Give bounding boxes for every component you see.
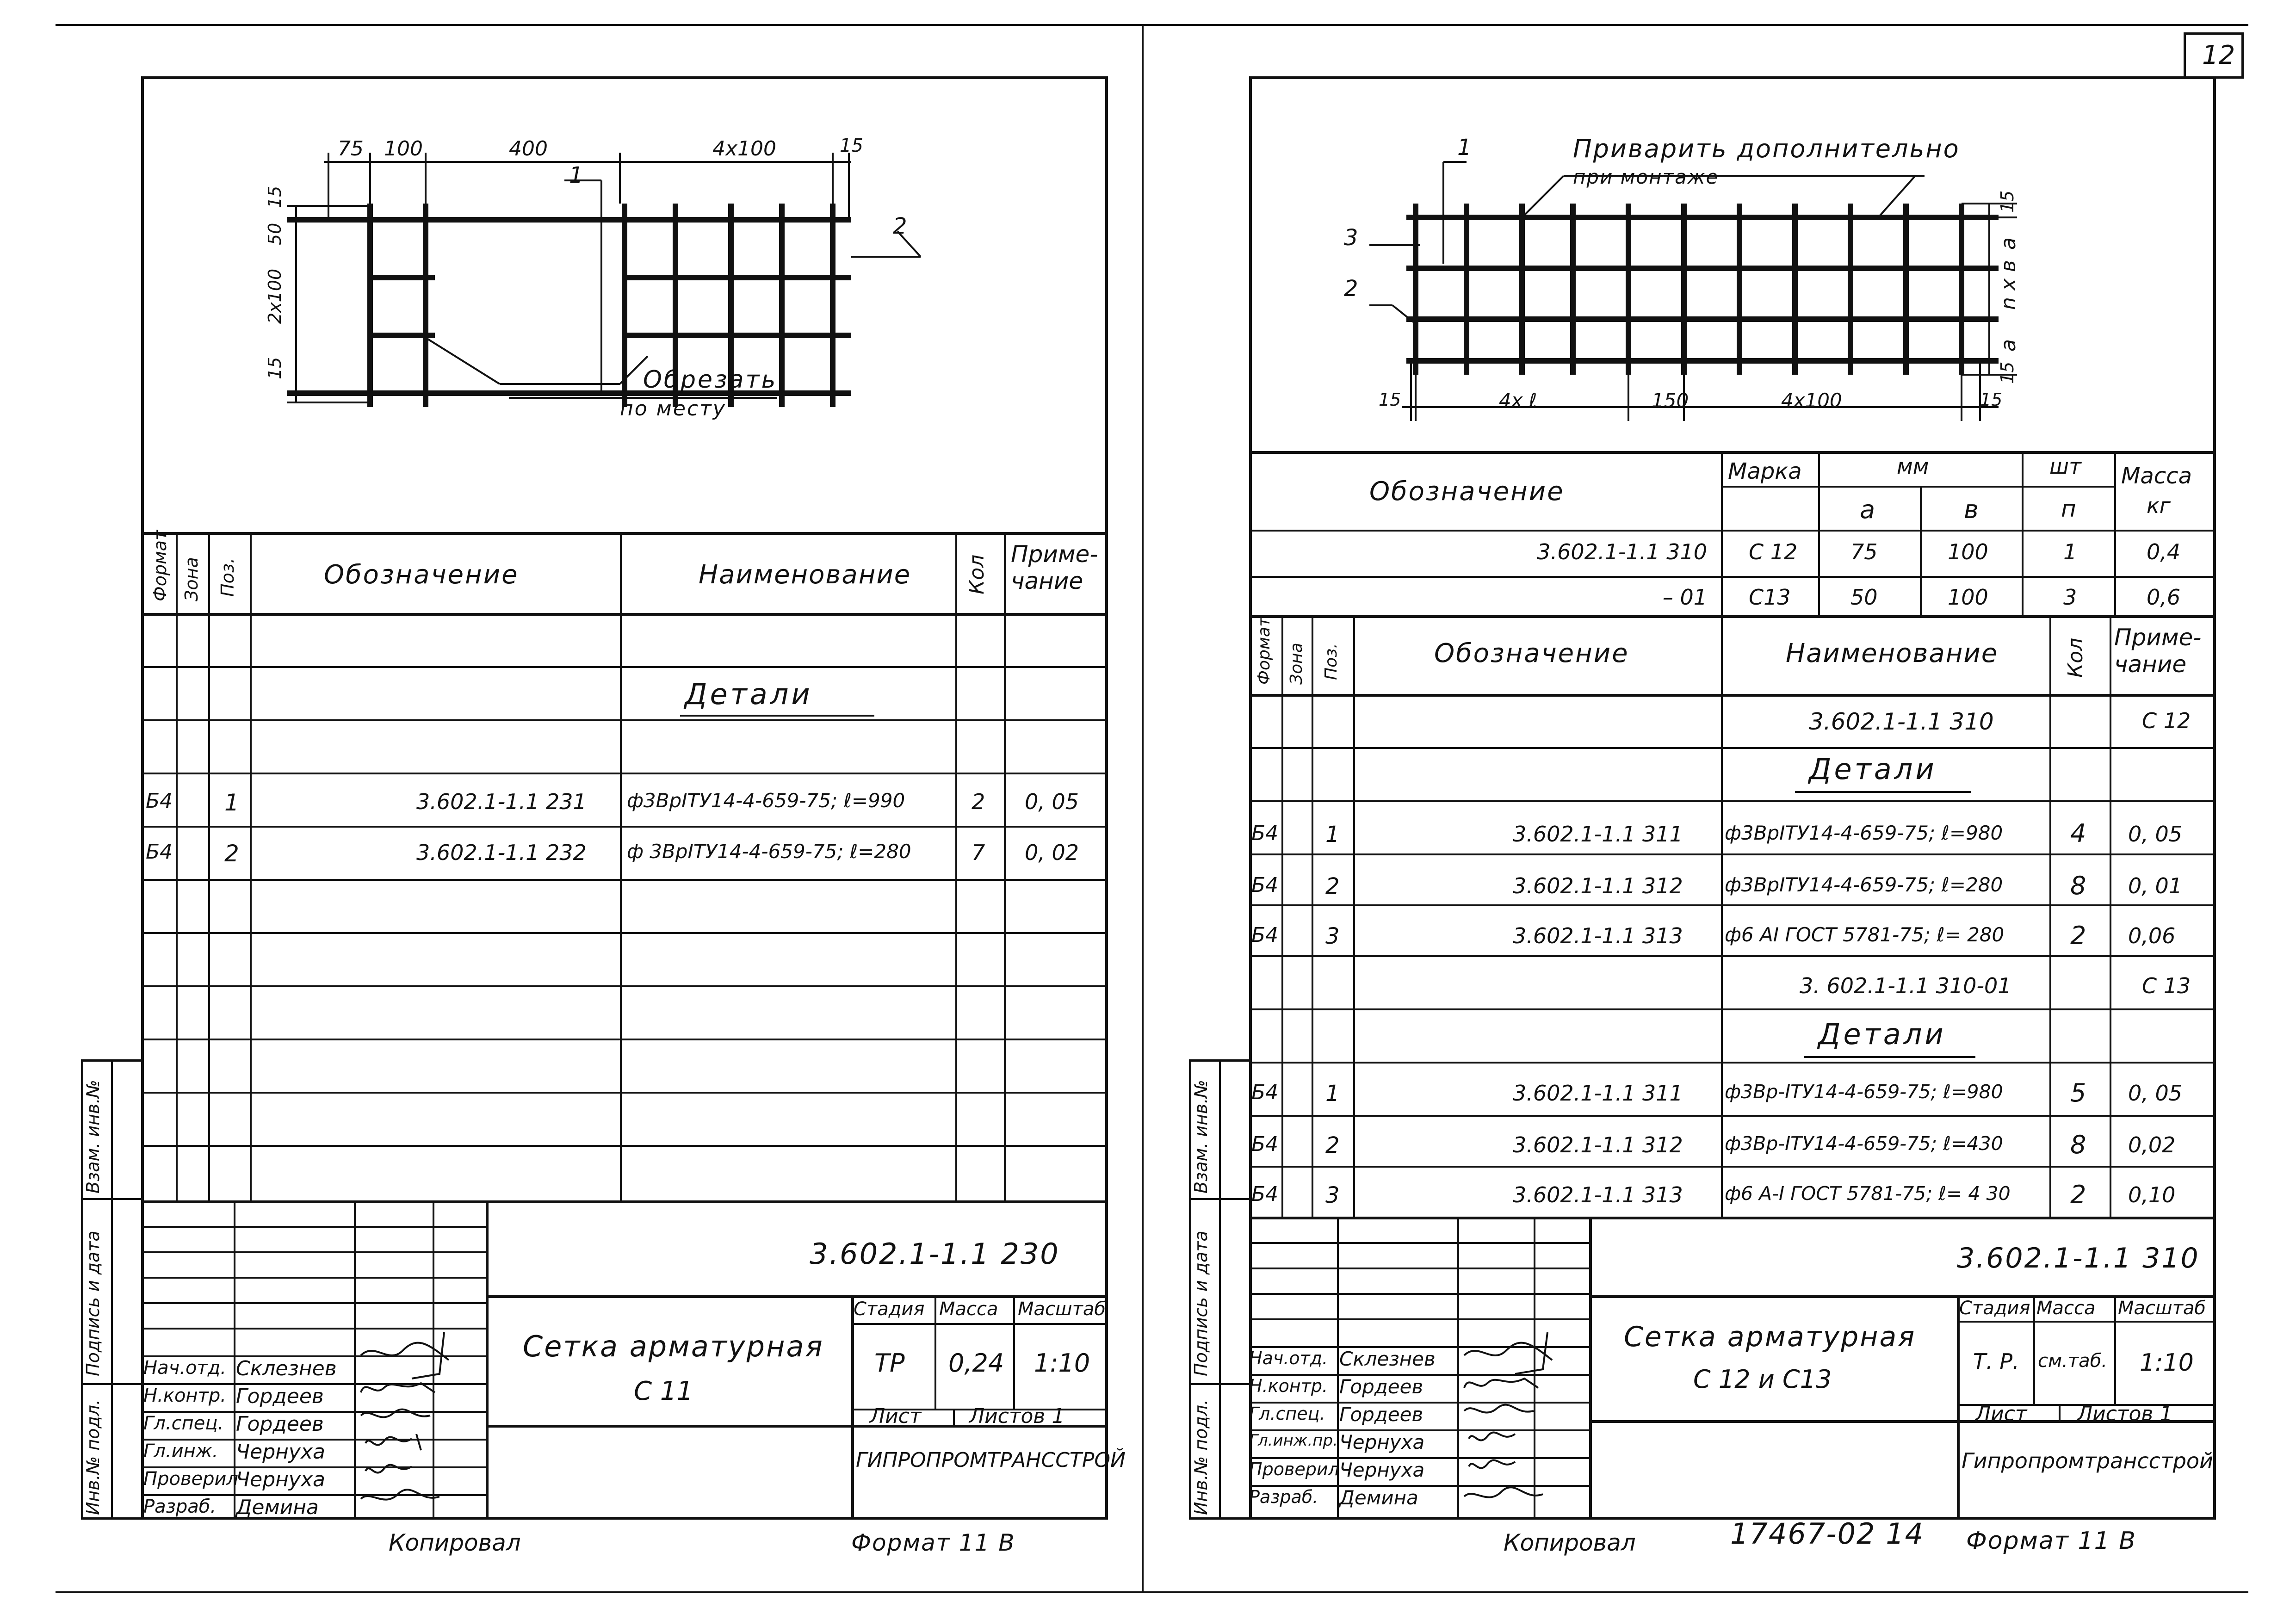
side-label-sign: Подпись и дата <box>1191 1231 1211 1376</box>
signatures <box>356 1323 467 1517</box>
col-pos <box>208 532 210 1200</box>
stamp-sheets: Листов 1 <box>2077 1402 2173 1426</box>
group2-code: 3. 602.1-1.1 310-01 <box>1800 973 2011 998</box>
dim-400: 400 <box>509 137 548 161</box>
spec-header-designation: Обозначение <box>1369 476 1565 507</box>
header-qty: Кол <box>965 554 989 594</box>
group2-underline <box>1804 1056 1975 1058</box>
dim-bottom-4x100: 4x100 <box>1781 389 1842 412</box>
stamp-title-2: С 11 <box>634 1376 693 1406</box>
stamp-stage: Т. Р. <box>1973 1349 2019 1374</box>
header-format: Формат <box>1255 617 1274 685</box>
stamp-scale-header: Масштаб <box>2118 1298 2206 1319</box>
header-name: Наименование <box>699 560 911 590</box>
stamp-mass-header: Масса <box>2036 1298 2096 1319</box>
dim-bottom-15-right: 15 <box>1980 390 2003 410</box>
group1-section: Детали <box>1809 752 1937 786</box>
stamp-mass: 0,24 <box>948 1348 1004 1378</box>
stamp-stage-header: Стадия <box>854 1299 925 1320</box>
header-note: Приме- чание <box>2114 624 2202 678</box>
top-trim-line <box>56 24 2248 26</box>
spec-header-mark: Марка <box>1728 458 1802 484</box>
dim-right-15-bottom: 15 <box>1997 361 2018 384</box>
stamp-sheet: Лист <box>870 1404 922 1428</box>
dim-right-a-bottom: a <box>1997 339 2020 352</box>
left-mesh-drawing <box>241 125 962 421</box>
footer-format: Формат 11 В <box>1966 1527 2136 1555</box>
stamp-sheets: Листов 1 <box>969 1404 1065 1428</box>
dim-left-2x100: 2x100 <box>265 268 285 324</box>
stamp-sheet: Лист <box>1975 1402 2027 1426</box>
table-top-line <box>141 532 1108 535</box>
dim-bottom-150: 150 <box>1652 389 1689 412</box>
footer-copied: Копировал <box>389 1529 521 1556</box>
side-label-sign: Подпись и дата <box>83 1231 103 1376</box>
position-1-label: 1 <box>1457 135 1472 161</box>
page-number: 12 <box>2202 40 2235 70</box>
dim-right-a-top: a <box>1997 237 2020 250</box>
stamp-title-2: С 12 и С13 <box>1693 1365 1832 1394</box>
dim-75: 75 <box>338 137 364 161</box>
spec-header-b: в <box>1964 495 1979 524</box>
spec-header-n: п <box>2061 495 2076 522</box>
header-qty: Кол <box>2064 637 2087 678</box>
group2-section: Детали <box>1818 1017 1946 1051</box>
position-1-label: 1 <box>569 162 583 188</box>
spec-header-kg: кг <box>2147 493 2171 518</box>
stamp-code: 3.602.1-1.1 230 <box>810 1237 1060 1271</box>
footer-inventory-number: 17467-02 14 <box>1730 1517 1925 1551</box>
stamp-organization: ГИПРОПРОМТРАНССТРОЙ <box>856 1448 1126 1472</box>
stamp-scale-header: Масштаб <box>1018 1299 1106 1320</box>
signatures <box>1460 1318 1571 1513</box>
header-note: Приме- чание <box>1011 541 1098 594</box>
section-details: Детали <box>685 677 813 711</box>
footer-copied: Копировал <box>1504 1529 1636 1556</box>
cut-note-line2: по месту <box>620 397 726 421</box>
dim-right-15-top: 15 <box>1997 190 2018 213</box>
group2-mark: С 13 <box>2142 973 2191 998</box>
stamp-mass: см.таб. <box>2038 1350 2108 1372</box>
side-label-inv: Инв.№ подл. <box>83 1399 103 1515</box>
stamp-stage-header: Стадия <box>1959 1298 2030 1319</box>
dim-right-nxb: n x в <box>1997 260 2020 310</box>
cut-note-line1: Обрезать <box>643 366 778 394</box>
stamp-scale: 1:10 <box>1034 1348 1090 1378</box>
side-label-inv: Инв.№ подл. <box>1191 1399 1211 1515</box>
side-label-replace: Взам. инв.№ <box>1191 1080 1211 1193</box>
footer-format: Формат 11 В <box>851 1529 1015 1556</box>
position-2-label: 2 <box>893 213 907 239</box>
col-designation <box>250 532 252 1200</box>
header-zone: Зона <box>1287 643 1306 685</box>
position-3-label: 3 <box>1344 225 1358 251</box>
col-name <box>620 532 622 1200</box>
header-designation: Обозначение <box>324 560 519 590</box>
spec-header-a: a <box>1860 495 1875 524</box>
dim-4x100: 4x100 <box>712 137 777 161</box>
side-label-replace: Взам. инв.№ <box>83 1080 103 1193</box>
dim-left-15-top: 15 <box>265 186 285 208</box>
col-zone <box>176 532 178 1200</box>
spec-header-mass: Масса <box>2121 463 2192 489</box>
stamp-title-1: Сетка арматурная <box>523 1330 824 1363</box>
header-zone: Зона <box>181 557 202 601</box>
dim-15: 15 <box>840 135 863 156</box>
stamp-code: 3.602.1-1.1 310 <box>1957 1242 2200 1274</box>
spec-header-mm: мм <box>1897 454 1929 479</box>
dim-bottom-4xl: 4x ℓ <box>1499 389 1537 412</box>
spec-header-pcs: шт <box>2049 454 2081 479</box>
header-designation: Обозначение <box>1434 638 1629 668</box>
group1-code: 3.602.1-1.1 310 <box>1809 708 1994 735</box>
position-2-label: 2 <box>1344 276 1358 302</box>
stamp-title-1: Сетка арматурная <box>1624 1321 1916 1353</box>
stamp-organization: Гипропромтрансстрой <box>1962 1448 2213 1473</box>
weld-note-line2: при монтаже <box>1573 166 1719 188</box>
group1-underline <box>1795 791 1971 793</box>
group1-mark: С 12 <box>2142 708 2191 733</box>
bottom-trim-line <box>56 1591 2248 1593</box>
section-underline <box>680 715 874 717</box>
table-header-line <box>141 613 1108 616</box>
dim-bottom-15-left: 15 <box>1379 390 1401 410</box>
weld-note-line1: Приварить дополнительно <box>1573 134 1960 163</box>
dim-100: 100 <box>384 137 423 161</box>
stamp-scale: 1:10 <box>2140 1349 2194 1377</box>
header-pos: Поз. <box>217 557 238 597</box>
col-note <box>1004 532 1006 1200</box>
dim-left-50: 50 <box>265 223 285 245</box>
header-pos: Поз. <box>1322 643 1341 680</box>
stamp-stage: ТР <box>874 1348 905 1378</box>
header-format: Формат <box>150 530 170 601</box>
center-fold-line <box>1142 24 1144 1592</box>
col-qty <box>955 532 957 1200</box>
dim-left-15-bottom: 15 <box>265 357 285 379</box>
header-name: Наименование <box>1786 638 1999 668</box>
stamp-mass-header: Масса <box>939 1299 998 1320</box>
